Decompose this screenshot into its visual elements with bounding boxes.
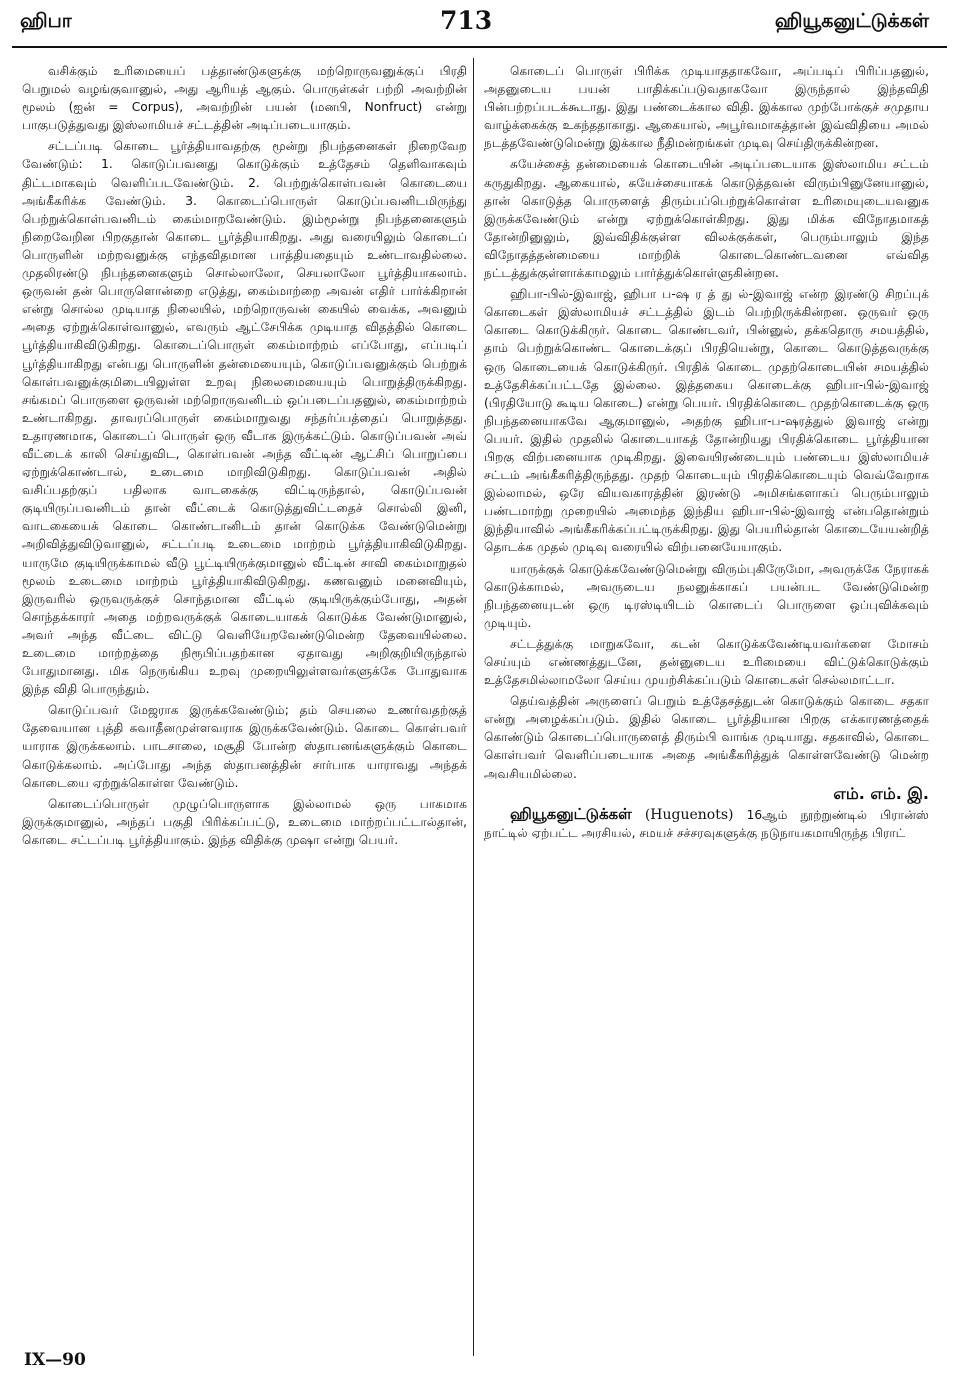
signature-mark: IX—90	[24, 1350, 86, 1370]
paragraph: வசிக்கும் உரிமையைப் பத்தாண்டுகளுக்கு மற்றொருவனுக்குப் பிரதி பெறுமல் வழங்குவானுல், அது ஆரியத் ஆகும். பொருள்கள் பற்றி அவற்றின் மூலம் (ஐன் = Corpus), அவற்றின் பயன் (மனபி, Nonfruct) என்று பாகுபடுத்துவது இஸ்லாமியச் சட்டத்தின் அடிப்படையாகும்.	[22, 64, 467, 133]
paragraph: கொடைப் பொருள் பிரிக்க முடியாததாகவோ, அப்படிப் பிரிப்பதனுல், அதனுடைய பயன் பாதிக்கப்படுவதாகவோ இருந்தால் இந்தவிதி பின்பற்றப்படக்கூடாது. இது பண்டைக்கால விதி. இக்கால முற்போக்குச் சமுதாய வாழ்க்கைக்கு உகந்ததாகாது. ஆகையால், அபூர்வமாகத்தான் இவ்விதியை அமல் நடத்தவேண்டுமென்று இக்கால நீதிமன்றங்கள் முடிவு செய்திருக்கின்றன.	[484, 64, 929, 151]
entry-title: ஹியூகனுட்டுக்கள்	[510, 804, 632, 823]
entry-latin-name: (Huguenots)	[644, 806, 734, 823]
paragraph: சுயேச்சைத் தன்மையைக் கொடையின் அடிப்படையாக இஸ்லாமிய சட்டம் கருதுகிறது. ஆகையால், சுயேச்சையாகக் கொடுத்தவன் விரும்பினுனேயானுல், தான் கொடுத்த பொருளைத் திரும்பப்பெற்றுக்கொள்ள உரிமையுடையவனுக இருக்கவேண்டும் என்று ஏற்றுக்கொள்கிறது. இது மிக்க விநோதமாகத் தோன்றினுலும், இவ்விதிக்குள்ள விலக்குக்கள், பெரும்பாலும் இந்த விநோதத்தன்மையை மாற்றிக் கொடைகொண்டவனை எவ்வித நட்டத்துக்குள்ளாக்காமலும் பார்த்துக்கொள்ளுகின்றன.	[484, 157, 929, 281]
paragraph: சட்டத்துக்கு மாறுகவோ, கடன் கொடுக்கவேண்டியவர்களை மோசம் செய்யும் எண்ணத்துடனே, தன்னுடைய உரிமையை விட்டுக்கொடுக்கும் உத்தேசமில்லாமலோ செய்ய முயற்சிக்கப்படும் கொடைகள் செல்லமாட்டா.	[484, 636, 929, 688]
running-head-left: ஹிபா	[20, 10, 72, 32]
paragraph: தெய்வத்தின் அருளைப் பெறும் உத்தேசத்துடன் கொடுக்கும் கொடை சதகா என்று அழைக்கப்படும். இதில் கொடை பூர்த்தியான பிறகு எக்காரணத்தைக் கொண்டும் கொடைப்பொருளைத் திரும்பி வாங்க முடியாது. சதகாவில், கொடை கொள்பவர் வெளிப்படையாக அதை அங்கீகரித்துக் கொள்ளவேண்டு மென்ற அவசியமில்லை.	[484, 694, 929, 781]
column-divider	[473, 58, 474, 1356]
running-head-right: ஹியூகனுட்டுக்கள்	[774, 10, 929, 32]
header-rule	[12, 46, 947, 48]
entry-text: 16ஆம் நூற்றுண்டில் பிரான்ஸ் நாட்டில் ஏற்பட்ட அரசியல், சமயச் சச்சரவுகளுக்கு நடுநாயகமாயிருந்த பிராட்	[484, 807, 929, 840]
right-column	[484, 62, 929, 1348]
paragraph: யாருக்குக் கொடுக்கவேண்டுமென்று விரும்புகிருேமோ, அவருக்கே நேராகக் கொடுக்காமல், அவருடைய நலனுக்காகப் பயன்பட வேண்டுமென்ற நிபந்தனையுடன் ஒரு டிரஸ்டியிடம் கொடைப் பொருளை ஒப்புவிக்கவும் முடியும்.	[484, 561, 929, 630]
paragraph: ஹிபா-பில்-இவாஜ், ஹிபா ப-ஷ ர த் து ல்-இவாஜ் என்ற இரண்டு சிறப்புக் கொடைகள் இஸ்லாமியச் சட்டத்தில் இடம் பெற்றிருக்கின்றன. ஒருவர் ஒரு கொடை கொடுக்கிருர். கொடை கொண்டவர், பின்னுல், தக்கதொரு சமயத்தில், தாம் பெற்றுக்கொண்ட கொடைக்குப் பிரதியென்று, கொடை கொடுத்தவருக்கு ஒரு கொடையைக் கொடுக்கிருர். பிரதிக் கொடை முதற்கொடையின் சமயத்தில் உத்தேசிக்கப்பட்டதே இல்லை. இத்தகைய கொடைக்கு ஹிபா-பில்-இவாஜ் (பிரதியோடு கூடிய கொடை) என்று பெயர். பிரதிக்கொடை முதற்கொடைக்கு ஒரு நிபந்தனையாகவே ஆகுமானுல், அதற்கு ஹிபா-ப-ஷரத்துல் இவாஜ் என்று பெயர். இதில் முதலில் கொடையாகத் தோன்றியது பிரதிக்கொடை பூர்த்தியான பிறகு விற்பனையாக முடிகிறது. இவையிரண்டையும் பண்டைய இஸ்லாமியச் சட்டம் அங்கீகரித்திருந்தது. முதற் கொடையும் பிரதிக்கொடையும் வெவ்வேறாக இல்லாமல், ஒரே வியவகாரத்தின் இரண்டு அமிசங்களாகப் பெரும்பாலும் பண்டமாற்று முறையில் அமைந்த இந்திய ஹிபா-பில்-இவாஜ் என்பதொன்றும் இந்தியாவில் அங்கீகரிக்கப்பட்டிருக்கிறது. இது பெயரில்தான் கொடையேயன்றித் தொடக்க முதல் முடிவு வரையில் விற்பனையேயாகும்.	[484, 287, 929, 555]
paragraph: கொடைப்பொருள் முழுப்பொருளாக இல்லாமல் ஒரு பாகமாக இருக்குமானுல், அந்தப் பகுதி பிரிக்கப்பட்டு, உடைமை மாற்றப்பட்டால்தான், கொடை சட்டப்படி பூர்த்தியாகும். இந்த விதிக்கு முஷா என்று பெயர்.	[22, 796, 467, 847]
left-column	[22, 62, 467, 1348]
author-signature: எம். எம். இ.	[833, 783, 929, 803]
next-entry	[484, 805, 929, 842]
paragraph: சட்டப்படி கொடை பூர்த்தியாவதற்கு மூன்று நிபந்தனைகள் நிறைவேற வேண்டும்: 1. கொடுப்பவனது கொடுக்கும் உத்தேசம் தெளிவாகவும் திட்டமாகவும் வெளிப்படவேண்டும். 2. பெற்றுக்கொள்பவன் கொடையை அங்கீகரிக்க வேண்டும். 3. கொடைப்பொருள் கொடுப்பவனிடமிருந்து பெற்றுக்கொள்பவனிடம் கைம்மாறவேண்டும். இம்மூன்று நிபந்தனைகளும் நிறைவேறின பிறகுதான் கொடை பூர்த்தியாகிறது. அது வரையிலும் கொடைப் பொருளின் மற்றவனுக்கு எந்தவிதமான பாத்தியதையும் உண்டாவதில்லை. முதலிரண்டு நிபந்தனைகளும் சொல்லாலோ, செயலாலோ பூர்த்தியாகலாம். ஒருவன் தன் பொருளொன்றை எடுத்து, கைம்மாற்றை அவன் எதிர் பார்க்கிறான் என்று சொல்ல முடியாத நிலையில், மற்றொருவன் கையில் வைக்க, அவனும் அதை ஏற்றுக்கொள்வானுல், எவரும் ஆட்சேபிக்க முடியாத விதத்தில் கொடை பூர்த்தியாகிவிடுகிறது. கொடைப்பொருள் கைம்மாற்றம் எப்போது, எப்படிப் பூர்த்தியாகிறது என்பது பொருளின் தன்மையையும், கொடுப்பவனுக்கும் பெற்றுக் கொள்பவனுக்குமிடையிலுள்ள உறவு நிலைமையையும் பொறுத்திருக்கிறது. சங்கமப் பொருளை ஒருவன் மற்றொருவனிடம் ஒப்படைப்பதனுல், கைம்மாற்றம் உண்டாகிறது. தாவரப்பொருள் கைம்மாறுவது சந்தர்ப்பத்தைப் பொறுத்தது. உதாரணமாக, கொடைப் பொருள் ஒரு வீடாக இருக்கட்டும். கொடுப்பவன் அவ் வீட்டைக் காலி செய்துவிட, கொள்பவன் அந்த வீட்டின் ஆட்சிப் பொறுப்பை ஏற்றுக்கொண்டால், உடைமை மாறிவிடுகிறது. கொடுப்பவன் அதில் வசிப்பதற்குப் பதிலாக வாடகைக்கு விட்டிருந்தால், கொடுப்பவன் குடியிருப்பவனிடம் தான் வீட்டைக் கொடுத்துவிட்டதைச் சொல்லி இனி, வாடகையைக் கொடை கொண்டானிடம் தான் கொடுக்க வேண்டுமென்று அறிவித்துவிடுவானுல், சட்டப்படி உடைமை மாற்றம் பூர்த்தியாகிவிடுகிறது. யாருமே குடியிருக்காமல் வீடு பூட்டியிருக்குமானுல் வீட்டின் சாவி கைம்மாறுதல் மூலம் உடைமை மாற்றம் பூர்த்தியாகிவிடுகிறது. கணவனும் மனைவியும், இருவரில் ஒருவருக்குச் சொந்தமான வீட்டில் குடியிருக்கும்போது, அதன் சொந்தக்காரர் அதை மற்றவருக்குக் கொடையாகக் கொடுக்க வேண்டுமானுல், அவர் அந்த வீட்டை விட்டு வெளியேறவேண்டுமென்ற தேவையில்லை. உடைமை மாற்றத்தை நிரூபிப்பதற்கான ஏதாவது அறிகுறியிருந்தால் போதுமானது. மிக நெருங்கிய உறவு முறையிலுள்ளவர்களுக்கே போதுவாக இந்த விதி பொருந்தும்.	[22, 139, 467, 697]
paragraph: கொடுப்பவர் மேஜராக இருக்கவேண்டும்; தம் செயலை உணர்வதற்குத் தேவையான புத்தி சுவாதீனமுள்ளவராக இருக்கவேண்டும். கொடை கொள்பவர் யாராக இருக்கலாம். பாடசாலை, மசூதி போன்ற ஸ்தாபனங்களுக்கும் கொடை கொடுக்கலாம். அப்போது அந்த ஸ்தாபனத்தின் சார்பாக யாராவது அந்தக் கொடையை ஏற்றுக்கொள்ள வேண்டும்.	[22, 703, 467, 790]
page-number: 713	[440, 6, 493, 35]
